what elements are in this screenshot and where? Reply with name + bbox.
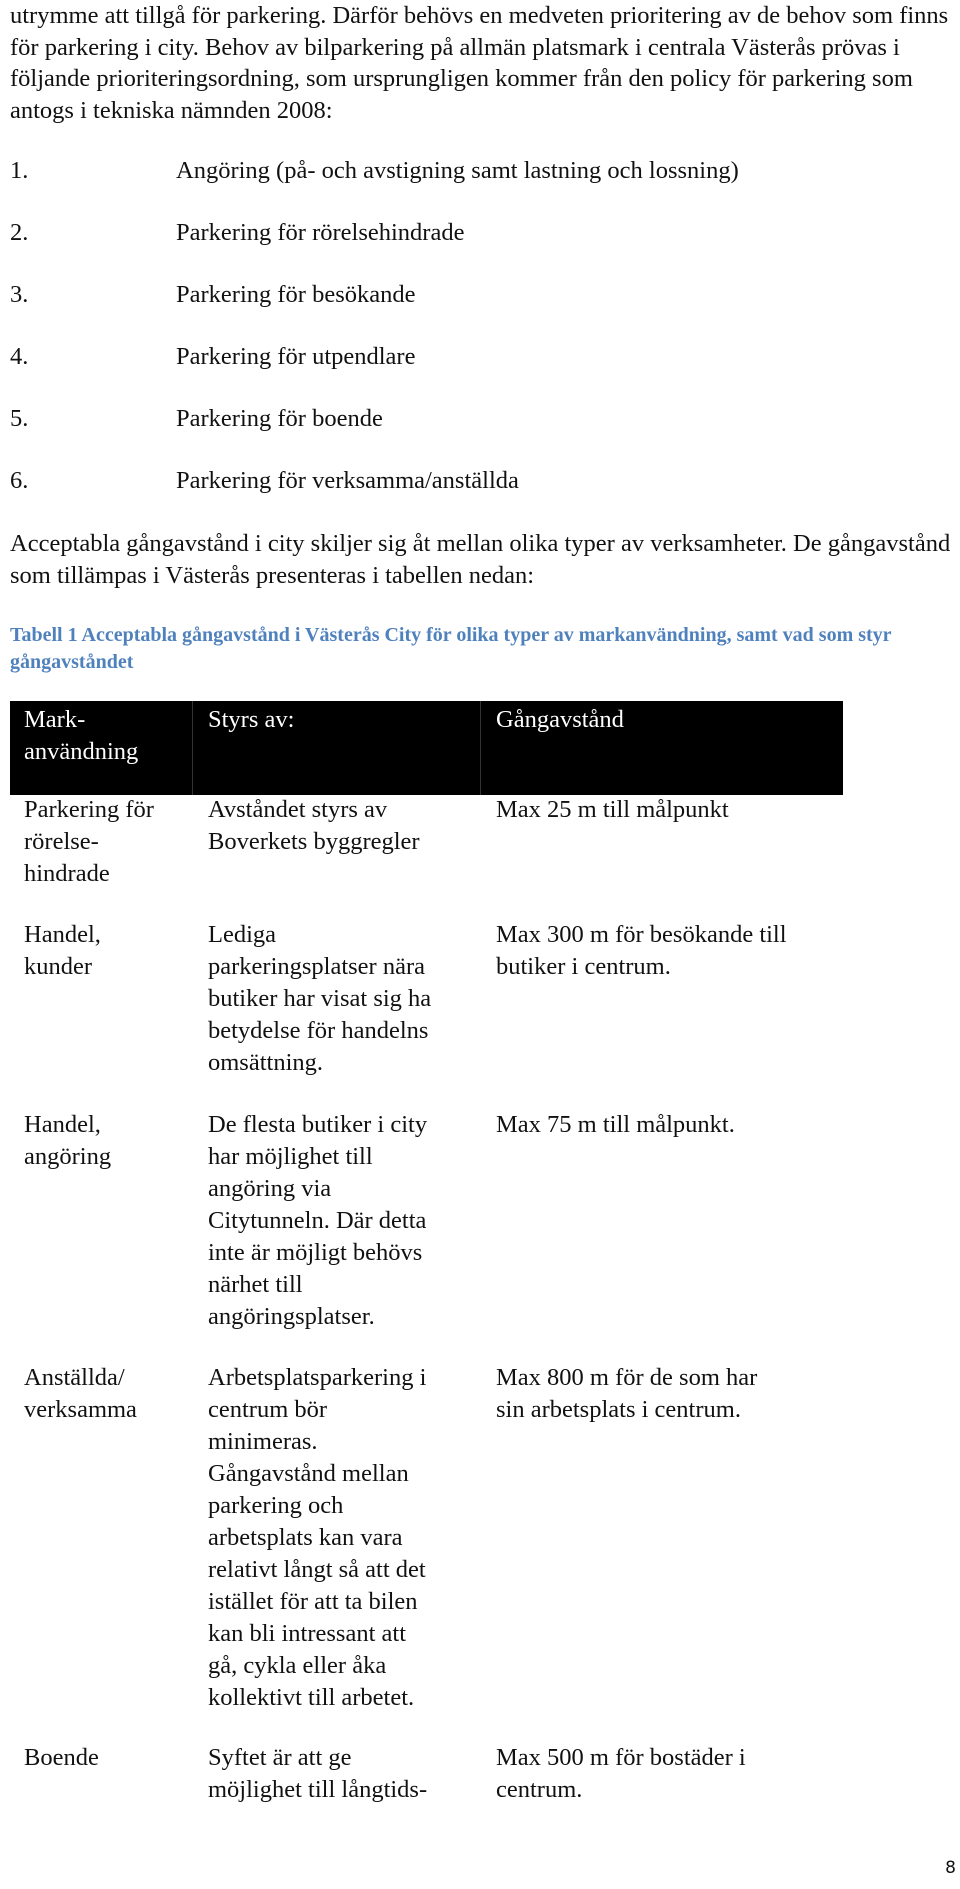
- list-item-text: Parkering för verksamma/anställda: [176, 467, 519, 494]
- column-divider: [192, 701, 193, 795]
- cell-governed-by: Lediga parkeringsplatser nära butiker har visat sig ha betydelse för handelns omsättning.: [208, 921, 432, 1076]
- list-item-text: Parkering för besökande: [176, 281, 416, 308]
- header-cell-walking-distance: Gångavstånd: [496, 706, 624, 733]
- list-item-number: 1.: [10, 157, 29, 184]
- cell-walking-distance: Max 500 m för bostäder i centrum.: [496, 1744, 746, 1803]
- cell-governed-by: Avståndet styrs av Boverkets byggregler: [208, 796, 420, 855]
- header-cell-governed-by: Styrs av:: [208, 706, 295, 733]
- list-item-number: 4.: [10, 343, 29, 370]
- page-number: 8: [945, 1858, 956, 1878]
- acceptable-distance-paragraph: Acceptabla gångavstånd i city skiljer sig åt mellan olika typer av verksamheter. De gångavstånd som tillämpas i Västerås presenteras i tabellen nedan:: [10, 530, 951, 589]
- list-item-text: Angöring (på- och avstigning samt lastning och lossning): [176, 157, 739, 184]
- cell-land-use: Boende: [24, 1744, 99, 1771]
- column-divider: [480, 701, 481, 795]
- list-item-number: 3.: [10, 281, 29, 308]
- cell-walking-distance: Max 25 m till målpunkt: [496, 796, 729, 823]
- list-item-text: Parkering för utpendlare: [176, 343, 416, 370]
- cell-walking-distance: Max 300 m för besökande till butiker i centrum.: [496, 921, 787, 980]
- table-caption: Tabell 1 Acceptabla gångavstånd i Västerås City för olika typer av markanvändning, samt vad som styr gångavståndet: [10, 624, 892, 673]
- list-item-text: Parkering för boende: [176, 405, 383, 432]
- cell-land-use: Handel, kunder: [24, 921, 101, 980]
- header-cell-land-use: Mark- användning: [24, 706, 139, 765]
- cell-governed-by: De flesta butiker i city har möjlighet till angöring via Citytunneln. Där detta inte är möjligt behövs närhet till angöringsplatser.: [208, 1111, 428, 1330]
- cell-walking-distance: Max 75 m till målpunkt.: [496, 1111, 735, 1138]
- cell-land-use: Handel, angöring: [24, 1111, 112, 1170]
- cell-walking-distance: Max 800 m för de som har sin arbetsplats i centrum.: [496, 1364, 758, 1423]
- cell-governed-by: Syftet är att ge möjlighet till långtids-: [208, 1744, 428, 1803]
- cell-land-use: Parkering för rörelse- hindrade: [24, 796, 154, 887]
- list-item-number: 5.: [10, 405, 29, 432]
- cell-land-use: Anställda/ verksamma: [24, 1364, 137, 1423]
- cell-governed-by: Arbetsplatsparkering i centrum bör minimeras. Gångavstånd mellan parkering och arbetsplats kan vara relativt långt så att det istället för att ta bilen kan bli intressant att gå, cykla eller åka kollektivt till arbetet.: [208, 1364, 427, 1711]
- intro-paragraph: utrymme att tillgå för parkering. Därför behövs en medveten prioritering av de behov som finns för parkering i city. Behov av bilparkering på allmän platsmark i centrala Västerås prövas i följande prioriteringsordning, som ursprungligen kommer från den policy för parkering som antogs i tekniska nämnden 2008:: [10, 2, 949, 124]
- list-item-number: 2.: [10, 219, 29, 246]
- list-item-text: Parkering för rörelsehindrade: [176, 219, 465, 246]
- list-item-number: 6.: [10, 467, 29, 494]
- table-header: [10, 701, 843, 795]
